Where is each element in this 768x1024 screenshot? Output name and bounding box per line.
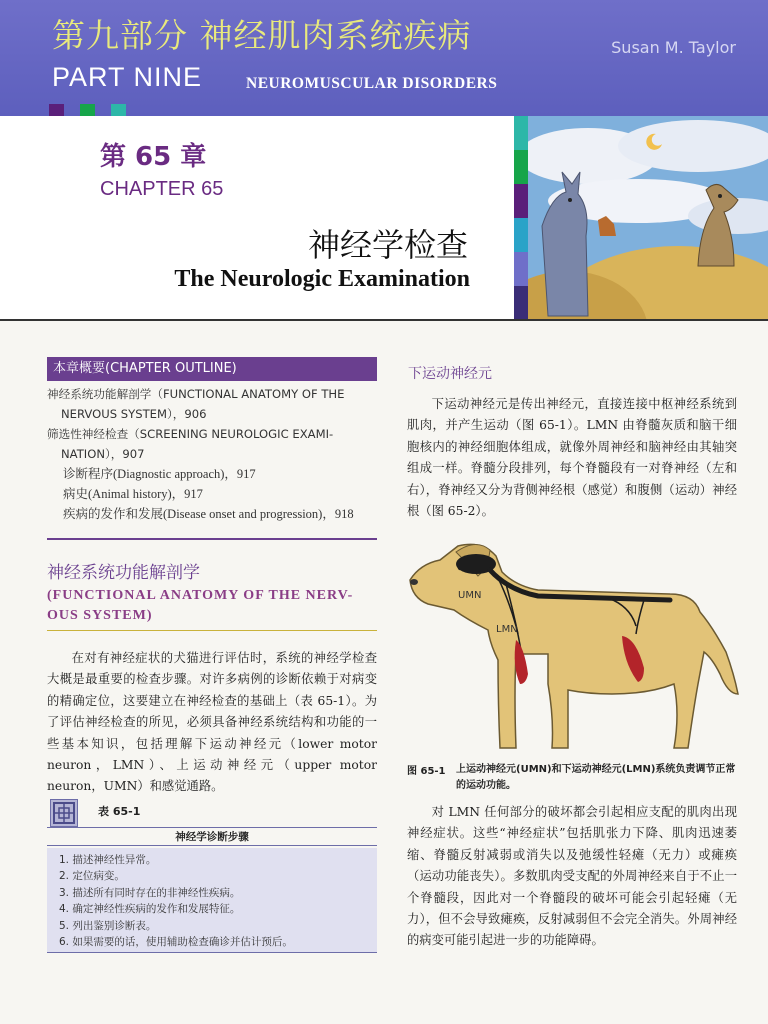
outline-subitem[interactable]: 病史(Animal history)，917 (63, 487, 203, 501)
part-banner (0, 0, 768, 116)
section-heading-cn: 神经系统功能解剖学 (47, 563, 200, 583)
part-title-cn: 第九部分 神经肌肉系统疾病 (52, 16, 472, 55)
chapter-number-cn: 第 65 章 (100, 142, 207, 172)
section-heading-en: (FUNCTIONAL ANATOMY OF THE NERV-OUS SYSTEM) (47, 588, 354, 623)
chapter-title-cn: 神经学检查 (307, 226, 468, 264)
body-paragraph: 对 LMN 任何部分的破坏都会引起相应支配的肌肉出现神经症状。这些“神经症状”包括肌张力下降、肌肉迅速萎缩、脊髓反射减弱或消失以及弛缓性轻瘫（无力）或瘫痪（运动功能丧失）。多数肌肉受支配的外周神经来自于不止一个脊髓段，因此对一个脊髓段的破坏可能会引起轻瘫（无力），但不会导致瘫痪，反射减弱但不会完全消失。外周神经的病变可能引起进一步的功能障碍。 (407, 805, 737, 948)
header-rule (0, 319, 768, 321)
section-heading-lmn: 下运动神经元 (408, 366, 492, 382)
color-stripes (514, 116, 528, 320)
table-row: 3. 描述所有同时存在的非神经性疾病。 (59, 886, 241, 899)
table-title: 神经学诊断步骤 (175, 831, 249, 843)
table-rule (47, 952, 377, 953)
outline-subitem[interactable]: 诊断程序(Diagnostic approach)，917 (63, 467, 256, 481)
figure-caption: 上运动神经元(UMN)和下运动神经元(LMN)系统负责调节正常的运动功能。 (456, 764, 736, 791)
lmn-label: LMN (496, 624, 518, 635)
chapter-number-en: CHAPTER 65 (100, 178, 224, 200)
table-rule (47, 827, 377, 828)
table-row: 1. 描述神经性异常。 (59, 854, 157, 866)
table-icon (50, 799, 78, 827)
section-divider (47, 630, 377, 631)
part-title-en: PART NINE (52, 62, 203, 92)
chapter-title-en: The Neurologic Examination (174, 266, 470, 292)
outline-item[interactable]: 筛选性神经检查（SCREENING NEUROLOGIC EXAMI-NATION），907 (47, 427, 334, 461)
table-row: 5. 列出鉴别诊断表。 (59, 919, 157, 932)
chapter-outline-heading: 本章概要(CHAPTER OUTLINE) (47, 357, 377, 381)
author-name: Susan M. Taylor (611, 38, 736, 57)
table-row: 6. 如果需要的话，使用辅助检查确诊并估计预后。 (59, 936, 293, 949)
figure-number: 图 65-1 (407, 766, 446, 777)
table-row: 2. 定位病变。 (59, 870, 125, 883)
table-rule (47, 845, 377, 846)
chapter-heading (0, 116, 514, 320)
outline-divider (47, 538, 377, 540)
part-subtitle: NEUROMUSCULAR DISORDERS (246, 75, 498, 92)
outline-subitem[interactable]: 疾病的发作和发展(Disease onset and progression)，918 (63, 507, 354, 521)
chapter-outline (47, 384, 379, 524)
chapter-illustration (528, 116, 768, 320)
figure-dog-neurons (398, 534, 744, 756)
table-label: 表 65-1 (98, 805, 141, 818)
body-paragraph: 下运动神经元是传出神经元，直接连接中枢神经系统到肌肉，并产生运动（图 65-1）。LMN 由脊髓灰质和脑干细胞核内的神经细胞体组成，就像外周神经和脑神经由其轴突组成一样。脊髓分段排列，每个脊髓段有一对脊神经（左和右），脊神经又分为背侧神经根（感觉）和腹侧（运动）神经根（图 65-2）。 (407, 397, 737, 519)
table-row: 4. 确定神经性疾病的发作和发展特征。 (59, 903, 241, 916)
outline-item[interactable]: 神经系统功能解剖学（FUNCTIONAL ANATOMY OF THE NERVOUS SYSTEM），906 (47, 387, 345, 421)
umn-label: UMN (458, 590, 482, 601)
body-paragraph: 在对有神经症状的犬猫进行评估时，系统的神经学检查大概是最重要的检查步骤。对许多病例的诊断依赖于对病变的精确定位，这要建立在神经检查的基础上（表 65-1）。为了评估神经检查的所见，必须具备神经系统结构和功能的一些基本知识，包括理解下运动神经元（lower motor neuron，LMN）、上运动神经元（upper motor neuron，UMN）和感觉通路。 (47, 651, 377, 794)
table-body (47, 848, 377, 952)
